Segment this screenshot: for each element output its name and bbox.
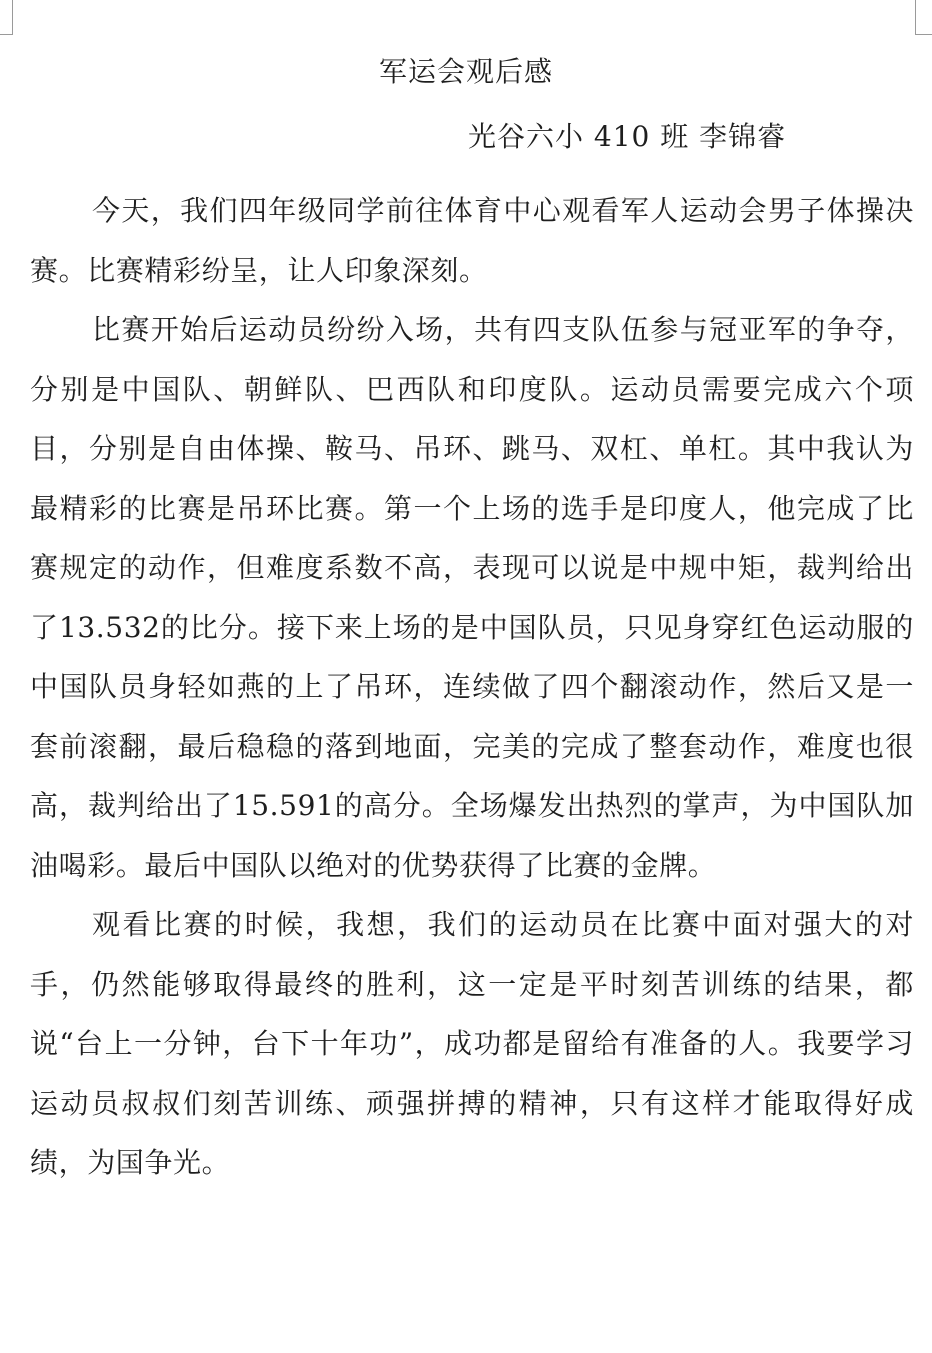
crop-mark-top-left [0, 0, 13, 35]
crop-mark-top-right [915, 0, 932, 35]
author-line: 光谷六小 410 班 李锦睿 [468, 120, 787, 153]
document-title: 军运会观后感 [378, 55, 553, 88]
paragraph-3: 观看比赛的时候，我想，我们的运动员在比赛中面对强大的对手，仍然能够取得最终的胜利，这一定是平时刻苦训练的结果，都说“台上一分钟，台下十年功”，成功都是留给有准备的人。我要学习运动员叔叔们刻苦训练、顽强拼搏的精神，只有这样才能取得好成绩，为国争光。 [30, 908, 914, 1179]
document-body [30, 181, 914, 1193]
paragraph-1: 今天，我们四年级同学前往体育中心观看军人运动会男子体操决赛。比赛精彩纷呈，让人印象深刻。 [30, 194, 914, 287]
paragraph-2: 比赛开始后运动员纷纷入场，共有四支队伍参与冠亚军的争夺，分别是中国队、朝鲜队、巴西队和印度队。运动员需要完成六个项目，分别是自由体操、鞍马、吊环、跳马、双杠、单杠。其中我认为最精彩的比赛是吊环比赛。第一个上场的选手是印度人，他完成了比赛规定的动作，但难度系数不高，表现可以说是中规中矩，裁判给出了13.532的比分。接下来上场的是中国队员，只见身穿红色运动服的中国队员身轻如燕的上了吊环，连续做了四个翻滚动作，然后又是一套前滚翻，最后稳稳的落到地面，完美的完成了整套动作，难度也很高，裁判给出了15.591的高分。全场爆发出热烈的掌声，为中国队加油喝彩。最后中国队以绝对的优势获得了比赛的金牌。 [30, 313, 914, 882]
